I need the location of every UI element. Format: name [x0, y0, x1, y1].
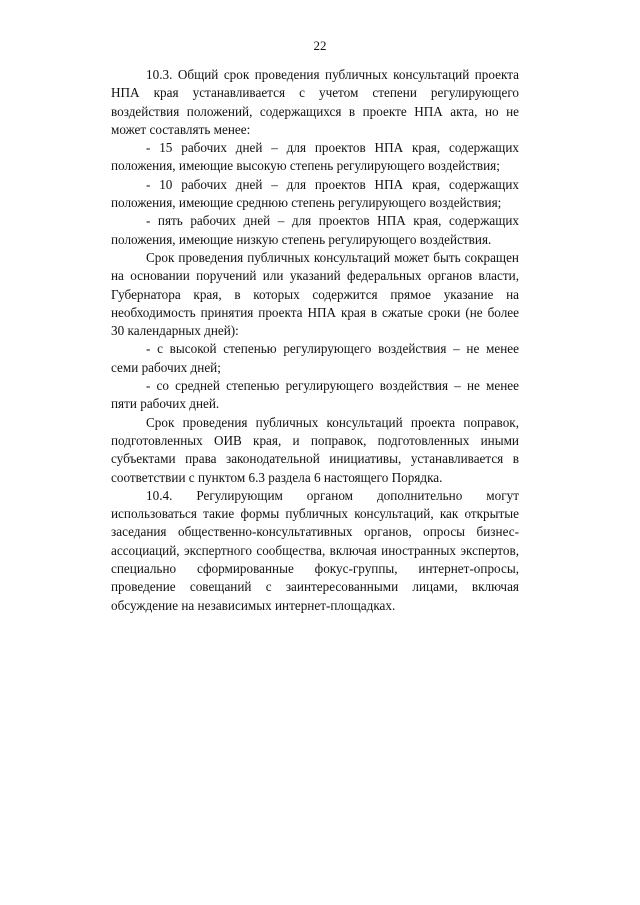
page-number: 22	[313, 38, 327, 53]
list-item-15-days: - 15 рабочих дней – для проектов НПА края, содержащих положения, имеющие высокую степень регулирующего воздействия;	[111, 140, 519, 174]
list-item-10-days: - 10 рабочих дней – для проектов НПА края, содержащих положения, имеющие среднюю степень регулирующего воздействия;	[111, 176, 519, 211]
document-body	[111, 66, 519, 615]
paragraph-reduced-term: Срок проведения публичных консультаций может быть сокращен на основании поручений или указаний федеральных органов власти, Губернатора края, в которых содержится прямое указание на необходимость принятия проекта НПА края в сжатые сроки (не более 30 календарных дней):	[111, 249, 519, 339]
paragraph-10-3: 10.3. Общий срок проведения публичных консультаций проекта НПА края устанавливается с учетом степени регулирующего воздействия положений, содержащихся в проекте НПА акта, но не может составлять менее:	[111, 67, 519, 137]
list-item-high-impact: - с высокой степенью регулирующего воздействия – не менее семи рабочих дней;	[111, 341, 519, 375]
paragraph-10-4: 10.4. Регулирующим органом дополнительно могут использоваться такие формы публичных консультаций, как открытые заседания общественно-консультативных органов, опросы бизнес-ассоциаций, экспертного сообщества, включая иностранных экспертов, специально сформированные фокус-группы, интернет-опросы, проведение совещаний с заинтересованными лицами, включая обсуждение на независимых интернет-площадках.	[111, 487, 519, 613]
list-item-5-days: - пять рабочих дней – для проектов НПА края, содержащих положения, имеющие низкую степень регулирующего воздействия.	[111, 213, 519, 247]
paragraph-amendments-term: Срок проведения публичных консультаций проекта поправок, подготовленных ОИВ края, и поправок, подготовленных иными субъектами права законодательной инициативы, устанавливается в соответствии с пунктом 6.3 раздела 6 настоящего Порядка.	[111, 414, 519, 485]
list-item-medium-impact: - со средней степенью регулирующего воздействия – не менее пяти рабочих дней.	[111, 378, 519, 412]
